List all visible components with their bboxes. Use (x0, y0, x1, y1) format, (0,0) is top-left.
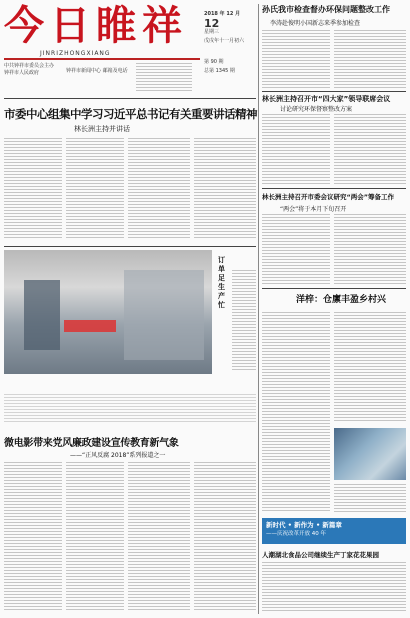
masthead-rule (4, 58, 200, 60)
right-article-4-body-c (334, 484, 406, 512)
masthead-pinyin: JINRIZHONGXIANG (40, 50, 111, 57)
right-article-5-title: 人潮湖北食品公司继续生产丁家花花果园 (262, 551, 379, 559)
lead-title: 市委中心组集中学习习近平总书记有关重要讲话精神 (4, 107, 257, 121)
right-article-3-body-b (334, 214, 406, 284)
photo-caption-title: 订单足生产忙 (218, 256, 225, 309)
editor-note (4, 394, 256, 424)
divider (262, 288, 406, 289)
right-article-4-body-a (262, 312, 330, 512)
feature-body-col2 (66, 462, 124, 612)
masthead-publisher: 中共钟祥市委员会主办 钟祥市人民政府 (4, 63, 55, 76)
lead-body-col4 (194, 138, 256, 240)
feature-title: 微电影带来党风廉政建设宣传教育新气象 (4, 438, 179, 449)
feature-subtitle: ——“正风反腐 2018”系列报道之一 (70, 452, 166, 459)
right-article-5-body (262, 562, 406, 612)
divider (4, 98, 256, 99)
rural-photo (334, 428, 406, 480)
masthead-address: 钟祥市新闻中心 邮箱及电话 (66, 68, 128, 74)
right-article-1-subtitle: 李涛赴俊明小国新志来季参加检查 (270, 20, 361, 27)
production-sign (64, 320, 116, 332)
right-article-2-subtitle: 讨论研究环保督察整改方案 (280, 106, 353, 113)
right-article-2-body-b (334, 114, 406, 184)
right-article-3-title: 林长洲主持召开市委会议研究“两会”筹备工作 (262, 193, 395, 201)
feature-body-col1 (4, 462, 62, 612)
lead-body-col3 (128, 138, 190, 240)
anniversary-badge: 新时代 • 新作为 • 新篇章 ——庆祝改革开放 40 年 (262, 518, 406, 544)
lead-body-col2 (66, 138, 124, 240)
right-article-3-subtitle: “两会”将于本月下旬召开 (280, 206, 347, 213)
right-article-1-title: 孙氏我市检查督办环保问题整改工作 (262, 5, 390, 14)
right-article-4-title: 洋梓：仓廪丰盈乡村兴 (296, 295, 387, 305)
divider (4, 246, 256, 247)
right-article-1-body-a (262, 30, 330, 88)
factory-photo (4, 250, 212, 374)
masthead-title: 今日睢祥 (4, 2, 188, 49)
photo-caption-body (232, 270, 256, 370)
right-article-2-title: 林长洲主持召开市“四大家”领导联席会议 (262, 95, 391, 103)
right-article-3-body-a (262, 214, 330, 284)
column-divider (258, 4, 259, 614)
machinery (124, 270, 204, 360)
right-article-4-body-b (334, 312, 406, 422)
lead-body-col1 (4, 138, 62, 240)
divider (262, 91, 406, 92)
feature-body-col3 (128, 462, 190, 612)
divider (262, 188, 406, 189)
right-article-2-body-a (262, 114, 330, 184)
lead-subtitle: 林长洲主持并讲话 (74, 125, 130, 133)
masthead-contact (136, 63, 192, 93)
right-article-1-body-b (334, 30, 406, 88)
feature-body-col4 (194, 462, 256, 612)
date-box: 2018 年 12 月 12 星期三 戊戌年十一月初六 第 90 期 总第 1345 期 (204, 11, 245, 74)
worker-figure (24, 280, 60, 350)
